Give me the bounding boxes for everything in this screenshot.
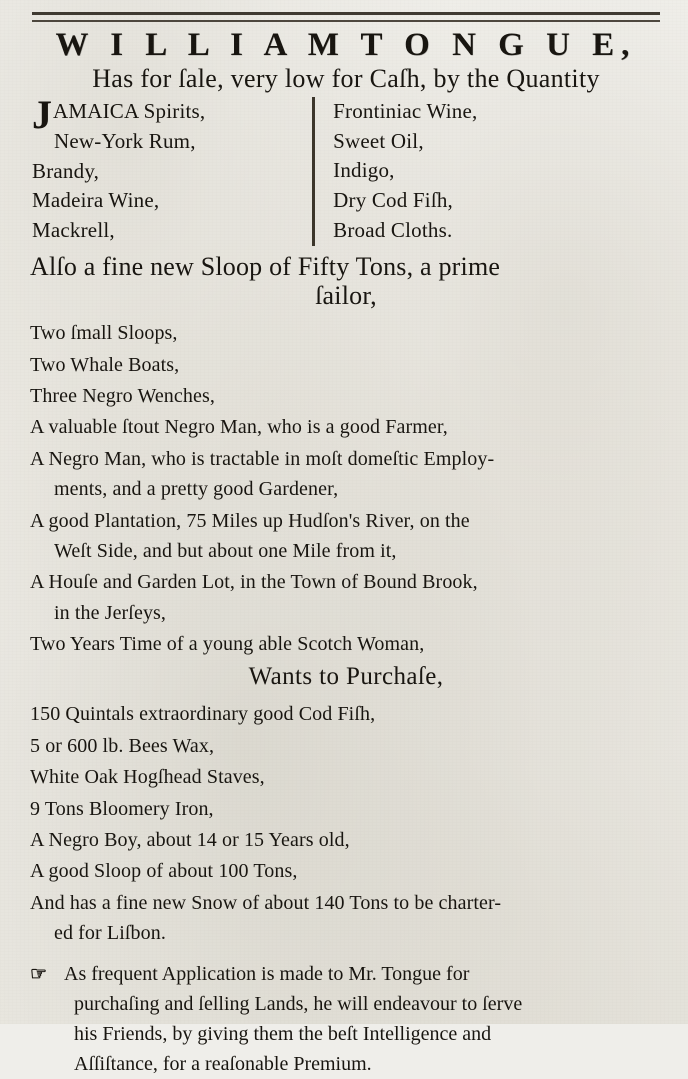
- footnote-line-1: As frequent Application is made to Mr. Tongue for: [64, 962, 470, 985]
- goods-left-item-0: AMAICA Spirits,: [53, 98, 206, 123]
- want-text-1: 5 or 600 lb. Bees Wax,: [30, 734, 215, 757]
- offering-text-4: A Negro Man, who is tractable in moſt domeſtic Employ-: [30, 447, 495, 470]
- offering-cont-6: in the Jerſeys,: [54, 601, 167, 624]
- want-text-4: A Negro Boy, about 14 or 15 Years old,: [30, 829, 350, 852]
- list-item: [30, 318, 662, 348]
- list-item: [30, 412, 662, 442]
- goods-right-item-0: Frontiniac Wine,: [333, 98, 478, 123]
- want-text-3: 9 Tons Bloomery Iron,: [30, 797, 214, 820]
- offering-text-1: Two Whale Boats,: [30, 353, 180, 376]
- offerings-list: [30, 318, 662, 659]
- goods-right-item-1: Sweet Oil,: [333, 128, 424, 153]
- offering-cont-5: Weſt Side, and but about one Mile from it,: [54, 539, 397, 562]
- wants-list: [30, 699, 662, 948]
- list-item: [30, 731, 662, 761]
- goods-column-left: [30, 91, 312, 246]
- list-item: [30, 506, 662, 567]
- top-rule-divider: [32, 12, 660, 22]
- footnote-line-2: purchaſing and ſelling Lands, he will endeavour to ſerve: [74, 992, 523, 1015]
- list-item: [30, 794, 662, 824]
- offering-text-6: A Houſe and Garden Lot, in the Town of Bound Brook,: [30, 571, 478, 594]
- list-item: [30, 856, 662, 886]
- list-item: [30, 444, 662, 505]
- list-item: [30, 825, 662, 855]
- goods-left-item-4: Mackrell,: [32, 218, 115, 243]
- offering-text-3: A valuable ſtout Negro Man, who is a good Farmer,: [30, 416, 448, 439]
- goods-left-item-2: Brandy,: [32, 158, 100, 183]
- pointing-hand-icon: ☞: [30, 963, 47, 985]
- footnote-line-3: his Friends, by giving them the beſt Intelligence and: [74, 1022, 492, 1045]
- footnote-line-4: Aſſiſtance, for a reaſonable Premium.: [74, 1052, 372, 1075]
- offering-cont-4: ments, and a pretty good Gardener,: [54, 478, 339, 501]
- sloop-offer-heading: [30, 252, 662, 310]
- goods-right-item-3: Dry Cod Fiſh,: [333, 188, 454, 213]
- application-notice-paragraph: [30, 959, 662, 1079]
- offering-text-7: Two Years Time of a young able Scotch Woman,: [30, 633, 425, 656]
- offering-text-0: Two ſmall Sloops,: [30, 322, 178, 345]
- want-text-2: White Oak Hogſhead Staves,: [30, 766, 265, 789]
- want-text-0: 150 Quintals extraordinary good Cod Fiſh,: [30, 703, 376, 726]
- list-item: [30, 381, 662, 411]
- goods-column-right: [312, 97, 662, 246]
- list-item: [30, 762, 662, 792]
- list-item: [30, 350, 662, 380]
- goods-right-item-2: Indigo,: [333, 158, 395, 183]
- want-cont-6: ed for Liſbon.: [54, 922, 166, 945]
- offering-text-5: A good Plantation, 75 Miles up Hudſon's River, on the: [30, 509, 470, 532]
- goods-left-item-1: New-York Rum,: [54, 128, 196, 153]
- advertisement-subheadline: Has for ſale, very low for Caſh, by the Quantity: [92, 63, 600, 93]
- wants-to-purchase-heading: Wants to Purchaſe,: [248, 663, 444, 691]
- offering-text-2: Three Negro Wenches,: [30, 384, 215, 407]
- list-item: [30, 629, 662, 659]
- list-item: [30, 888, 662, 949]
- goods-left-item-3: Madeira Wine,: [32, 188, 160, 213]
- want-text-6: And has a fine new Snow of about 140 Tons to be charter-: [30, 891, 502, 914]
- advertiser-name-headline: W I L L I A M T O N G U E,: [55, 27, 637, 63]
- list-item: [30, 567, 662, 628]
- goods-right-item-4: Broad Cloths.: [333, 217, 453, 242]
- goods-left-item-0-row: [32, 91, 312, 137]
- list-item: [30, 699, 662, 729]
- sloop-offer-line-2: ſailor,: [315, 281, 377, 311]
- goods-two-column-list: [30, 91, 662, 246]
- drop-cap-letter: J: [32, 91, 52, 137]
- want-text-5: A good Sloop of about 100 Tons,: [30, 860, 298, 883]
- sloop-offer-line-1: Alſo a fine new Sloop of Fifty Tons, a prime: [30, 251, 501, 281]
